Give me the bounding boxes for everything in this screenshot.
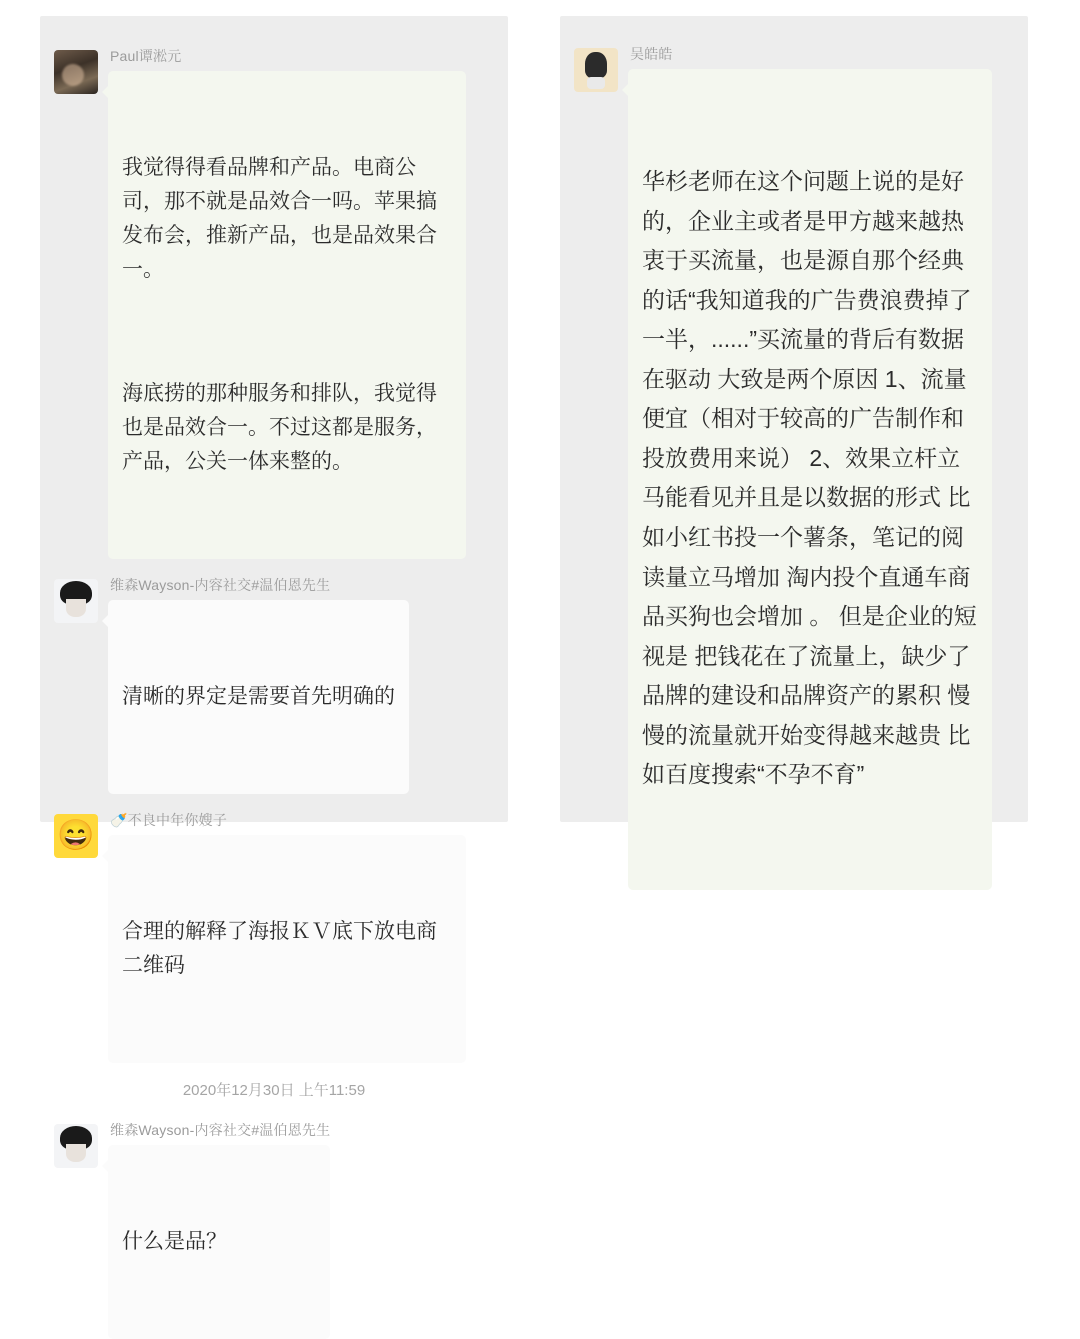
message-body [108,1120,330,1339]
message-paragraph: 清晰的界定是需要首先明确的 [122,685,395,709]
message-bubble[interactable] [108,71,466,559]
avatar[interactable] [54,579,98,623]
avatar[interactable] [54,814,98,858]
avatar[interactable] [574,48,618,92]
chat-panel-left [40,16,508,1254]
left-panel-spacer [40,16,508,46]
message-row[interactable] [40,575,508,794]
message-body [108,810,466,1063]
sender-name: 🍼不良中年你嫂子 [110,812,228,829]
message-row[interactable] [40,810,508,1063]
message-paragraph: 我觉得得看品牌和产品。电商公司，那不就是品效合一吗。苹果搞发布会，推新产品，也是品效果合一。 [122,156,437,282]
message-row[interactable] [40,46,508,559]
sender-name: 吴皓皓 [630,46,673,62]
message-body [628,44,992,890]
smiley-icon: 😄 [57,819,95,853]
message-body [108,575,409,794]
message-paragraph: 海底捞的那种服务和排队，我觉得也是品效合一。不过这都是服务，产品，公关一体来整的。 [122,382,437,474]
message-bubble[interactable] [108,600,409,794]
message-bubble[interactable] [108,835,466,1063]
message-paragraph: 合理的解释了海报ＫＶ底下放电商二维码 [122,920,437,978]
message-row[interactable] [40,1120,508,1339]
message-bubble[interactable] [108,1145,330,1339]
avatar[interactable] [54,1124,98,1168]
message-row[interactable] [560,44,1028,890]
message-paragraph: 什么是品？ [122,1230,227,1254]
right-panel-spacer [560,16,1028,44]
chat-panel-right [560,16,1028,822]
avatar[interactable] [54,50,98,94]
sender-name: 维森Wayson-内容社交#温伯恩先生 [110,1122,331,1139]
message-bubble[interactable] [628,69,992,890]
sender-name: 维森Wayson-内容社交#温伯恩先生 [110,577,331,594]
message-body [108,46,466,559]
sender-name: Paul谭淞元 [110,48,182,64]
message-paragraph: 华杉老师在这个问题上说的是好的，企业主或者是甲方越来越热衷于买流量，也是源自那个经典的话“我知道我的广告费浪费掉了一半，......”买流量的背后有数据在驱动 大致是两个原因 1、流量便宜（相对于较高的广告制作和投放费用来说） 2、效果立杆立马能看见并且是以数据的形式 比如小红书投一个薯条，笔记的阅读量立马增加 淘内投个直通车商品买狗也会增加 。 但是企业的短视是 把钱花在了流量上，缺少了品牌的建设和品牌资产的累积 慢慢的流量就开始变得越来越贵 比如百度搜索“不孕不育” [642,168,977,788]
chat-timestamp: 2020年12月30日 上午11:59 [182,1082,366,1100]
